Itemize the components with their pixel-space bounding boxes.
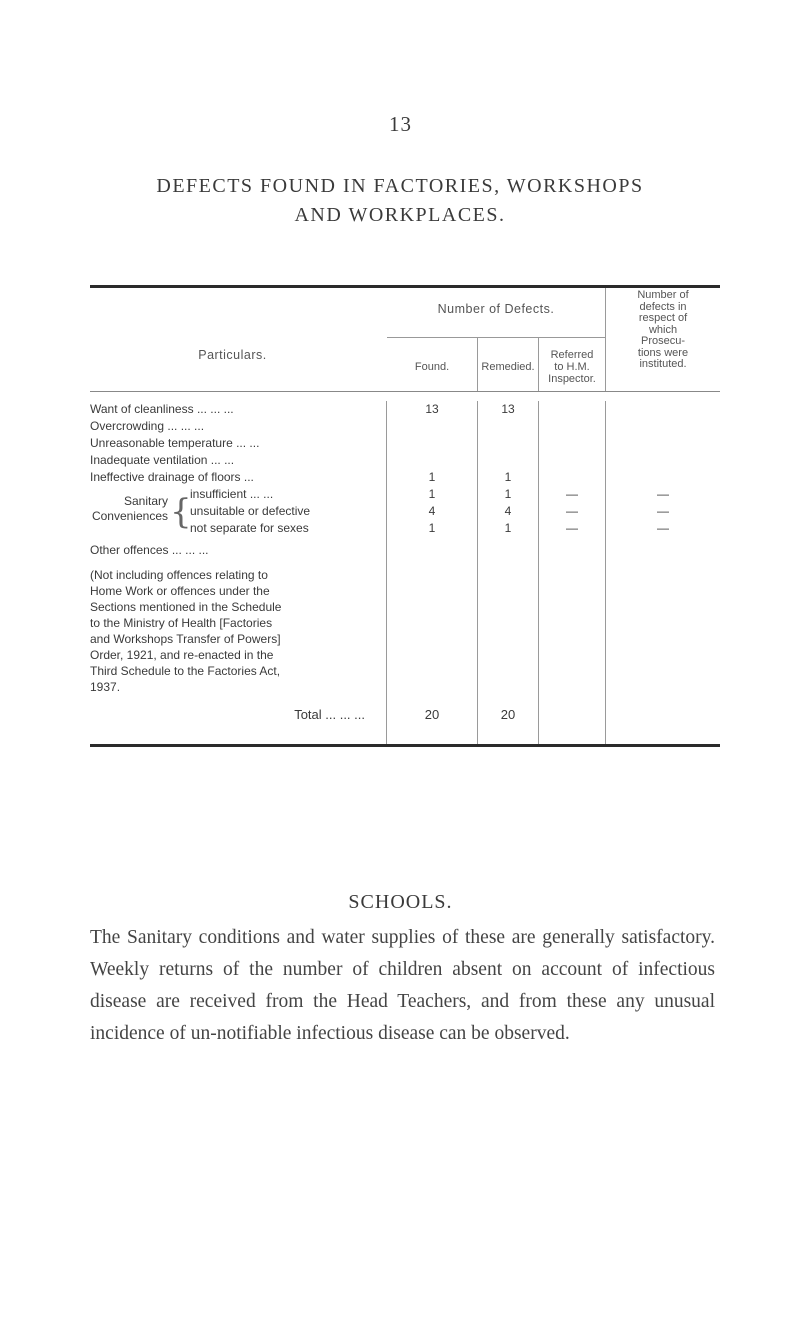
note-line: to the Ministry of Health [Factories [90,616,273,630]
cell-found: 1 [428,470,436,484]
cell-referred: — [566,504,578,518]
header-prosecutions-line: which [648,323,678,336]
page-number: 13 [389,112,412,136]
schools-paragraph: The Sanitary conditions and water supplies of these are generally satisfactory. Weekly returns of the number of children absent on account of infectious disease are received from the Head Teachers, and from these any unusual incidence of un-notifiable infectious disease can be observed. [90,927,715,1044]
schools-heading: SCHOOLS. [348,891,453,913]
table-row [90,486,720,503]
row-label: Ineffective drainage of floors ... [90,470,254,484]
brace-symbol: { [170,492,192,532]
cell-remedied: 1 [504,487,512,501]
cell-referred: — [566,521,578,535]
cell-found: 13 [425,402,439,416]
row-label: Other offences ... ... ... [90,543,209,557]
defects-table [90,285,720,749]
note-line: Third Schedule to the Factories Act, [90,664,281,678]
table-note [90,567,375,695]
cell-referred: — [566,487,578,501]
row-label: Want of cleanliness ... ... ... [90,402,234,416]
table-row [90,418,720,435]
total-row [90,706,720,724]
row-label: Inadequate ventilation ... ... [90,453,235,467]
note-line: Sections mentioned in the Schedule [90,600,282,614]
title-line-1: DEFECTS FOUND IN FACTORIES, WORKSHOPS [156,175,644,197]
header-referred-line: to H.M. [554,361,590,373]
cell-found: 4 [428,504,436,518]
row-label: unsuitable or defective [190,504,311,518]
table-row [90,452,720,469]
row-label: Overcrowding ... ... ... [90,419,205,433]
row-label: not separate for sexes [190,521,309,535]
sanitary-label-line: Sanitary [123,494,168,508]
header-referred [539,349,605,385]
cell-found: 1 [428,521,436,535]
header-prosecutions-line: tions were [637,346,689,359]
total-found: 20 [424,707,440,722]
cell-prosecutions: — [657,504,669,518]
total-label: Total ... ... ... [294,707,365,722]
table-row [90,520,720,537]
header-number-of-defects: Number of Defects. [437,302,555,316]
sanitary-label-line: Conveniences [91,509,168,523]
sanitary-group [90,486,720,540]
row-label: insufficient ... ... [190,487,274,501]
table-header-rule [90,391,720,392]
table-subheader-rule [387,337,606,338]
cell-remedied: 1 [504,521,512,535]
table-row [90,435,720,452]
note-line: (Not including offences relating to [90,568,268,582]
table-bottom-rule [90,744,720,747]
header-referred-line: Inspector. [548,373,596,385]
note-line: 1937. [90,680,121,694]
note-line: Home Work or offences under the [90,584,270,598]
header-referred-line: Referred [550,349,594,361]
cell-remedied: 1 [504,470,512,484]
note-line: Order, 1921, and re-enacted in the [90,648,274,662]
document-title [90,172,710,230]
cell-remedied: 4 [504,504,512,518]
cell-prosecutions: — [657,521,669,535]
table-row [90,503,720,520]
header-prosecutions-line: Prosecu- [640,335,686,347]
header-prosecutions [606,290,720,371]
header-remedied: Remedied. [481,361,535,373]
header-prosecutions-line: Number of [637,289,689,301]
table-row [90,542,720,559]
table-row [90,469,720,486]
header-found: Found. [414,361,450,373]
table-top-rule [90,285,720,288]
cell-found: 1 [428,487,436,501]
header-particulars: Particulars. [198,348,267,362]
header-prosecutions-line: instituted. [639,358,687,370]
cell-remedied: 13 [501,402,515,416]
total-remedied: 20 [500,707,516,722]
header-prosecutions-line: respect of [638,312,688,324]
title-line-2: AND WORKPLACES. [294,204,506,226]
row-label: Unreasonable temperature ... ... [90,436,260,450]
header-prosecutions-line: defects in [639,300,687,313]
cell-prosecutions: — [657,487,669,501]
note-line: and Workshops Transfer of Powers] [90,632,281,646]
table-row [90,401,720,418]
